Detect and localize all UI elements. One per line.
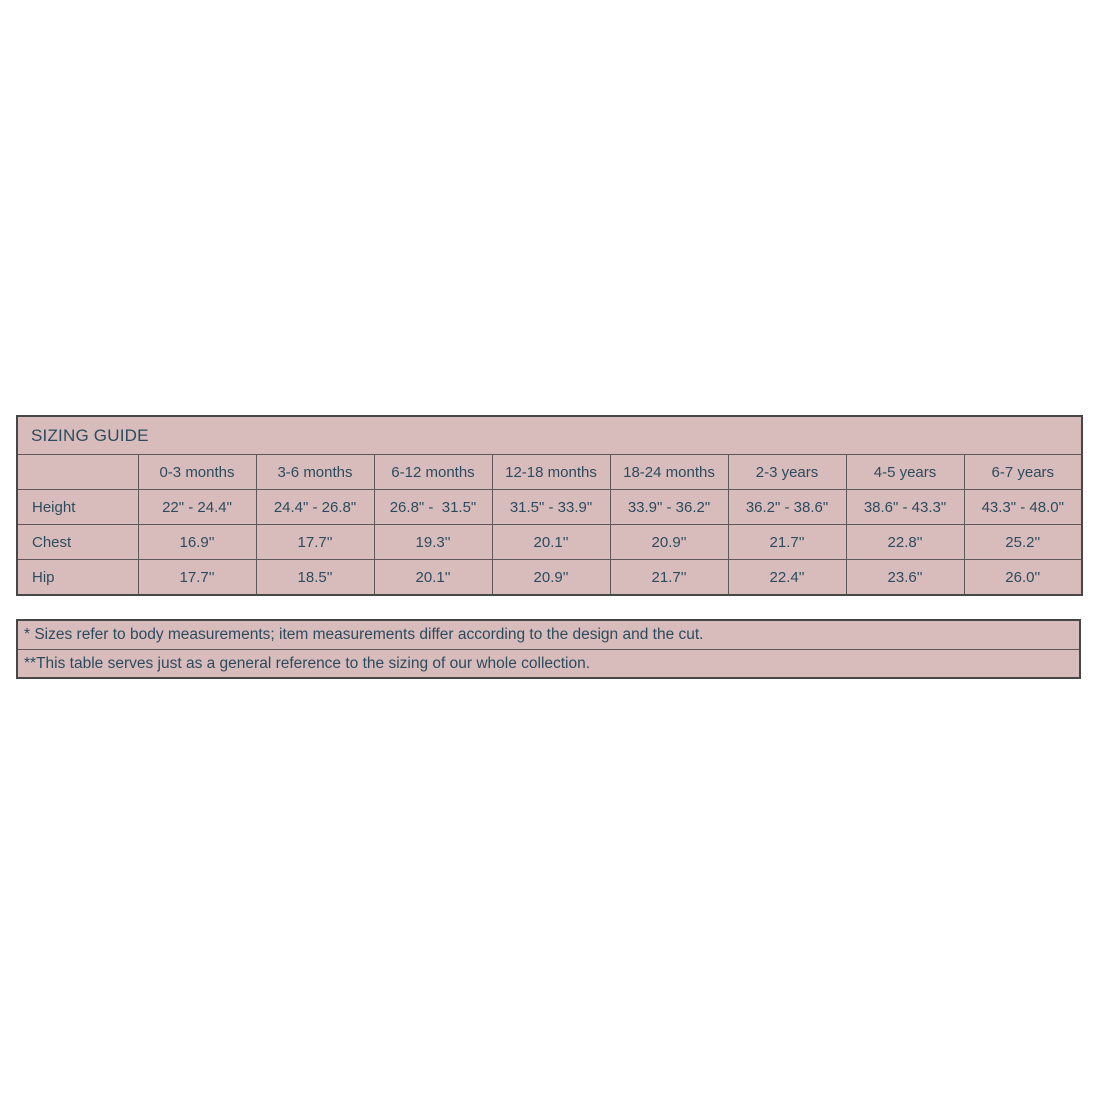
table-row-chest — [17, 525, 1082, 560]
footnote-general-reference: **This table serves just as a general reference to the sizing of our whole collection. — [24, 654, 591, 672]
hip-cell: 17.7'' — [138, 560, 256, 596]
hip-cell: 23.6'' — [846, 560, 964, 596]
column-header-4-5-years: 4-5 years — [846, 455, 964, 490]
corner-cell — [17, 455, 138, 490]
footnotes-box — [16, 619, 1081, 679]
column-header-6-12-months: 6-12 months — [374, 455, 492, 490]
chest-cell: 21.7'' — [728, 525, 846, 560]
row-label-hip: Hip — [17, 560, 138, 596]
height-cell: 36.2" - 38.6" — [728, 490, 846, 525]
table-title: SIZING GUIDE — [17, 416, 1082, 455]
footnote-body-measurements: * Sizes refer to body measurements; item measurements differ according to the design and the cut. — [18, 621, 1079, 650]
hip-cell: 26.0'' — [964, 560, 1082, 596]
column-header-3-6-months: 3-6 months — [256, 455, 374, 490]
chest-cell: 19.3'' — [374, 525, 492, 560]
table-row-height — [17, 490, 1082, 525]
height-cell: 31.5" - 33.9" — [492, 490, 610, 525]
chest-cell: 16.9'' — [138, 525, 256, 560]
row-label-chest: Chest — [17, 525, 138, 560]
column-header-0-3-months: 0-3 months — [138, 455, 256, 490]
chest-cell: 22.8'' — [846, 525, 964, 560]
hip-cell: 22.4'' — [728, 560, 846, 596]
header-row — [17, 455, 1082, 490]
hip-cell: 20.1'' — [374, 560, 492, 596]
hip-cell: 21.7'' — [610, 560, 728, 596]
chest-cell: 17.7'' — [256, 525, 374, 560]
column-header-18-24-months: 18-24 months — [610, 455, 728, 490]
chest-cell: 20.9'' — [610, 525, 728, 560]
height-cell: 43.3" - 48.0" — [964, 490, 1082, 525]
row-label-height: Height — [17, 490, 138, 525]
sizing-guide-table — [16, 415, 1083, 596]
title-row — [17, 416, 1082, 455]
height-cell: 22" - 24.4" — [138, 490, 256, 525]
column-header-6-7-years: 6-7 years — [964, 455, 1082, 490]
column-header-2-3-years: 2-3 years — [728, 455, 846, 490]
chest-cell: 25.2'' — [964, 525, 1082, 560]
height-cell: 26.8" - 31.5" — [374, 490, 492, 525]
height-cell: 24.4" - 26.8" — [256, 490, 374, 525]
column-header-12-18-months: 12-18 months — [492, 455, 610, 490]
height-cell: 38.6" - 43.3" — [846, 490, 964, 525]
hip-cell: 18.5'' — [256, 560, 374, 596]
hip-cell: 20.9'' — [492, 560, 610, 596]
chest-cell: 20.1'' — [492, 525, 610, 560]
height-cell: 33.9" - 36.2" — [610, 490, 728, 525]
table-row-hip — [17, 560, 1082, 596]
